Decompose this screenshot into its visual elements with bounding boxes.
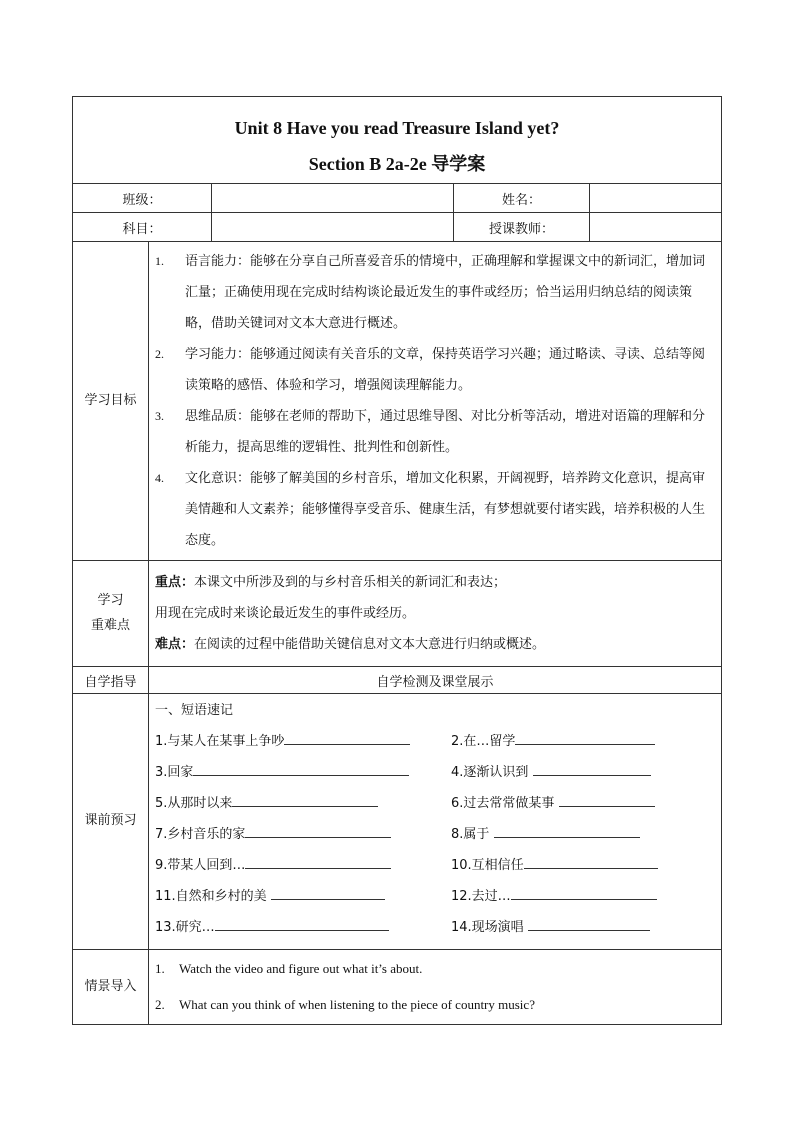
answer-blank[interactable] bbox=[284, 730, 410, 745]
section-label: Section B 2a-2e bbox=[308, 153, 427, 174]
answer-blank[interactable] bbox=[245, 823, 391, 838]
phrase-row bbox=[155, 817, 717, 848]
phrase-label: 2.在…留学 bbox=[451, 734, 516, 749]
phrase-item bbox=[451, 761, 651, 780]
phrase-label: 1.与某人在某事上争吵 bbox=[155, 734, 285, 749]
objective-item: 4. 文化意识：能够了解美国的乡村音乐，增加文化积累，开阔视野，培养跨文化意识，提高审美情趣和人文素养；能够懂得享受音乐、健康生活，有梦想就要付诸实践，培养积极的人生态度。 bbox=[155, 471, 706, 548]
answer-blank[interactable] bbox=[511, 885, 657, 900]
phrase-item bbox=[451, 854, 658, 873]
focus-line: 重点：本课文中所涉及到的与乡村音乐相关的新词汇和表达； bbox=[155, 575, 507, 590]
subject-label: 科目： bbox=[73, 213, 212, 242]
name-label: 姓名： bbox=[454, 184, 590, 213]
phrase-item bbox=[155, 792, 451, 811]
phrase-item bbox=[451, 885, 657, 904]
phrase-label: 8.属于 bbox=[451, 827, 494, 842]
teacher-field[interactable] bbox=[590, 213, 722, 242]
preview-content bbox=[149, 694, 722, 950]
phrase-label: 14.现场演唱 bbox=[451, 920, 528, 935]
title-cell bbox=[73, 97, 722, 184]
objectives-content bbox=[149, 242, 722, 561]
phrase-item bbox=[155, 916, 451, 935]
phrase-label: 4.逐渐认识到 bbox=[451, 765, 533, 780]
phrase-item bbox=[155, 854, 451, 873]
phrase-label: 3.回家 bbox=[155, 765, 194, 780]
class-field[interactable] bbox=[212, 184, 454, 213]
phrase-row bbox=[155, 910, 717, 941]
answer-blank[interactable] bbox=[271, 885, 385, 900]
answer-blank[interactable] bbox=[559, 792, 655, 807]
phrase-row bbox=[155, 786, 717, 817]
phrase-label: 9.带某人回到… bbox=[155, 858, 246, 873]
phrase-row bbox=[155, 879, 717, 910]
phrase-label: 5.从那时以来 bbox=[155, 796, 233, 811]
page-title: Unit 8 Have you read Treasure Island yet? bbox=[234, 117, 560, 138]
answer-blank[interactable] bbox=[528, 916, 650, 931]
subject-field[interactable] bbox=[212, 213, 454, 242]
objectives-label: 学习目标 bbox=[73, 242, 149, 561]
objective-item: 1. 语言能力：能够在分享自己所喜爱音乐的情境中，正确理解和掌握课文中的新词汇，增加词汇量；正确使用现在完成时结构谈论最近发生的事件或经历；恰当运用归纳总结的阅读策略，借助关键词对文本大意进行概述。 bbox=[155, 254, 706, 331]
phrase-item bbox=[451, 823, 640, 842]
answer-blank[interactable] bbox=[524, 854, 658, 869]
intro-question: 2. What can you think of when listening to the piece of country music? bbox=[155, 997, 535, 1012]
phrase-item bbox=[155, 885, 451, 904]
class-label: 班级： bbox=[73, 184, 212, 213]
phrase-row bbox=[155, 724, 717, 755]
phrase-row bbox=[155, 848, 717, 879]
phrase-item bbox=[155, 730, 451, 749]
guide-content: 自学检测及课堂展示 bbox=[149, 667, 722, 694]
answer-blank[interactable] bbox=[494, 823, 640, 838]
intro-content bbox=[149, 950, 722, 1025]
preview-label: 课前预习 bbox=[73, 694, 149, 950]
document-type: 导学案 bbox=[431, 153, 486, 175]
name-field[interactable] bbox=[590, 184, 722, 213]
difficulty-line: 难点：在阅读的过程中能借助关键信息对文本大意进行归纳或概述。 bbox=[155, 637, 546, 652]
objective-item: 2. 学习能力：能够通过阅读有关音乐的文章，保持英语学习兴趣；通过略读、寻读、总结等阅读策略的感悟、体验和学习，增强阅读理解能力。 bbox=[155, 347, 706, 393]
teacher-label: 授课教师： bbox=[454, 213, 590, 242]
phrase-item bbox=[451, 730, 655, 749]
key-points-label: 学习 重难点 bbox=[73, 561, 149, 667]
answer-blank[interactable] bbox=[215, 916, 389, 931]
intro-question: 1. Watch the video and figure out what it’s about. bbox=[155, 961, 423, 976]
phrase-item bbox=[155, 761, 451, 780]
guide-label: 自学指导 bbox=[73, 667, 149, 694]
phrase-row bbox=[155, 755, 717, 786]
answer-blank[interactable] bbox=[533, 761, 651, 776]
key-points-content bbox=[149, 561, 722, 667]
lesson-table bbox=[72, 96, 722, 1025]
intro-label: 情景导入 bbox=[73, 950, 149, 1025]
phrase-label: 13.研究… bbox=[155, 920, 215, 935]
phrase-label: 11.自然和乡村的美 bbox=[155, 889, 271, 904]
focus-line-2: 用现在完成时来谈论最近发生的事件或经历。 bbox=[155, 606, 416, 621]
answer-blank[interactable] bbox=[515, 730, 655, 745]
phrase-label: 12.去过… bbox=[451, 889, 511, 904]
phrase-item bbox=[451, 916, 650, 935]
phrase-list bbox=[155, 724, 717, 941]
answer-blank[interactable] bbox=[245, 854, 391, 869]
phrase-label: 6.过去常常做某事 bbox=[451, 796, 559, 811]
preview-heading: 一、短语速记 bbox=[155, 703, 234, 718]
objective-item: 3. 思维品质：能够在老师的帮助下，通过思维导图、对比分析等活动，增进对语篇的理解和分析能力，提高思维的逻辑性、批判性和创新性。 bbox=[155, 409, 706, 455]
phrase-label: 7.乡村音乐的家 bbox=[155, 827, 246, 842]
page-subtitle bbox=[73, 155, 721, 174]
answer-blank[interactable] bbox=[193, 761, 409, 776]
answer-blank[interactable] bbox=[232, 792, 378, 807]
phrase-label: 10.互相信任 bbox=[451, 858, 524, 873]
phrase-item bbox=[155, 823, 451, 842]
phrase-item bbox=[451, 792, 655, 811]
lesson-plan-sheet bbox=[72, 96, 721, 1025]
